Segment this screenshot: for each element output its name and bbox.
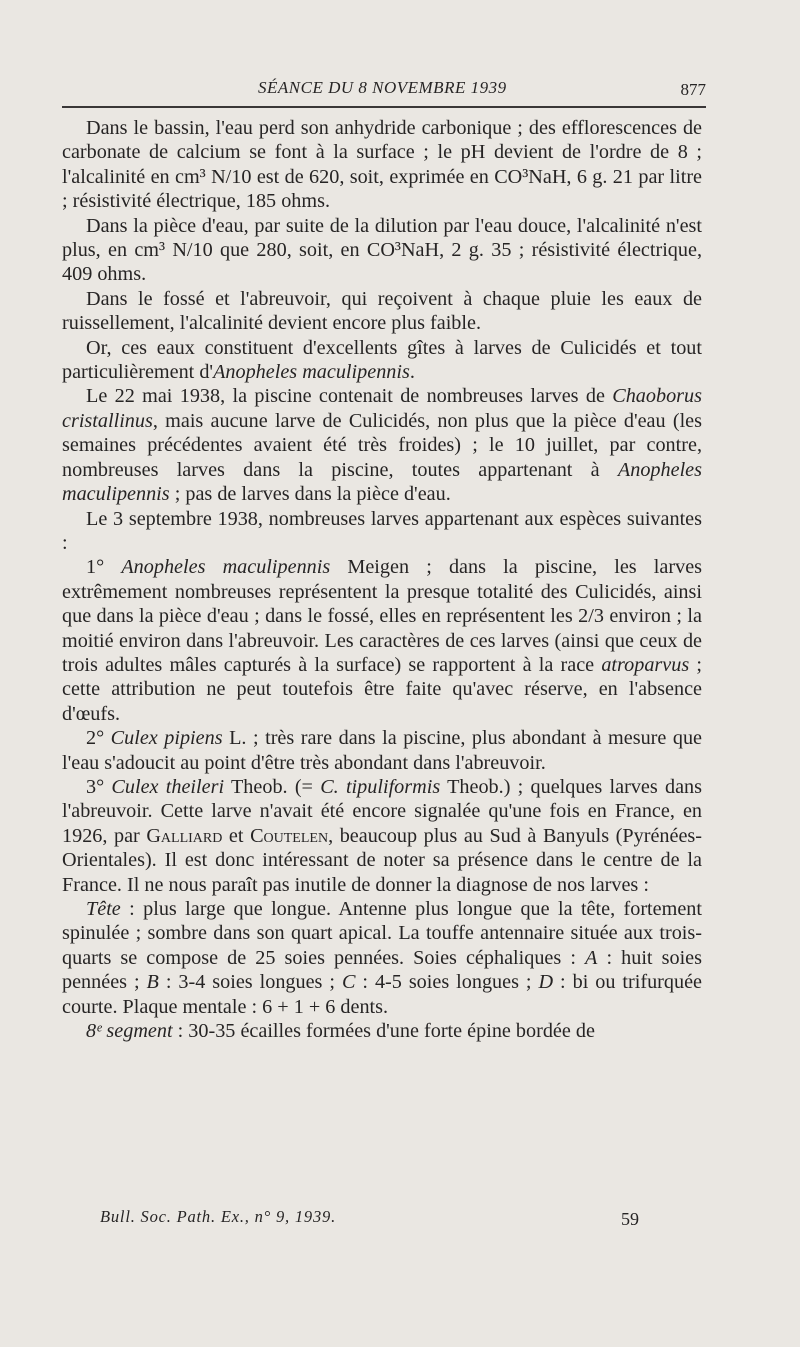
- text-segment: : huit soies pennées ;: [62, 946, 702, 994]
- paragraph-item-2: [62, 726, 702, 775]
- text-segment: , mais aucune larve de Culicidés, non plus que la pièce d'eau (les semaines précédentes avaient été très froides) ; le 10 juillet, par contre, nombreuses larves dans la piscine, toutes appartenant à: [62, 409, 702, 481]
- species-name: Culex pipiens: [110, 727, 223, 750]
- section-label: Tête: [86, 898, 121, 920]
- text-segment: ; pas de larves dans la pièce d'eau.: [169, 483, 451, 506]
- paragraph-bassin: Dans le bassin, l'eau perd son anhydride carbonique ; des efflorescences de carbonate de calcium se font à la surface ; le pH devient de l'ordre de 8 ; l'alcalinité en cm³ N/10 est de 620, soit, exprimée en CO³NaH, 6 g. 21 par litre ; résistivité électrique, 185 ohms.: [62, 117, 702, 213]
- text-segment: Or, ces eaux constituent d'excellents gîtes à larves de Culicidés et tout particulièrement d': [62, 336, 702, 384]
- paragraph-gites: [62, 336, 702, 385]
- author-name: Coutelen: [250, 824, 329, 847]
- paragraph-8e-segment: [62, 1019, 702, 1043]
- paragraph-piece-eau: Dans la pièce d'eau, par suite de la dilution par l'eau douce, l'alcalinité n'est plus, en cm³ N/10 que 280, soit, en CO³NaH, 2 g. 35 ; résistivité électrique, 409 ohms.: [62, 214, 702, 286]
- seta-label: C: [341, 971, 356, 994]
- seta-label: A: [585, 946, 598, 969]
- species-name: Chaoborus cristallinus: [62, 385, 702, 432]
- race-name: atroparvus: [601, 653, 690, 676]
- paragraph-tete: [62, 897, 702, 1019]
- species-name: C. tipuliformis: [320, 775, 441, 798]
- text-segment: : 3-4 soies longues ;: [158, 971, 342, 994]
- section-label: 8ᵉ segment: [86, 1020, 173, 1043]
- text-segment: , beaucoup plus au Sud à Banyuls (Pyrénées-Orientales). Il est donc intéressant de noter sa présence dans le centre de la France. Il ne nous paraît pas inutile de donner la diagnose de nos larves :: [62, 824, 703, 896]
- page-header: [62, 76, 706, 104]
- item-number: 3°: [86, 775, 112, 798]
- page-number: 877: [680, 80, 706, 99]
- signature-mark: 59: [621, 1209, 639, 1229]
- text-segment: .: [409, 361, 415, 384]
- text-segment: Le 22 mai 1938, la piscine contenait de nombreuses larves de: [86, 385, 613, 408]
- seta-label: D: [538, 971, 554, 994]
- text-segment: Meigen ; dans la piscine, les larves extrêmement nombreuses représentent la presque totalité des Culicidés, ainsi que dans la pièce d'eau ; dans le fossé, elles en représentent les 2/3 environ ; la moitié environ dans l'abreuvoir. Les caractères de ces larves (ainsi que ceux de trois adultes mâles capturés à la surface) se rapportent à la race: [62, 556, 703, 676]
- text-segment: L. ; très rare dans la piscine, plus abondant à mesure que l'eau s'adoucit au point d'être très abondant dans l'abreuvoir.: [62, 727, 703, 774]
- paragraph-item-3: [62, 775, 702, 897]
- text-segment: : bi ou trifurquée courte. Plaque mentale : 6 + 1 + 6 dents.: [62, 971, 702, 1018]
- running-title: SÉANCE DU 8 NOVEMBRE 1939: [258, 78, 507, 97]
- paragraph-fosse: Dans le fossé et l'abreuvoir, qui reçoivent à chaque pluie les eaux de ruissellement, l'alcalinité devient encore plus faible.: [62, 287, 702, 335]
- text-segment: : plus large que longue. Antenne plus longue que la tête, fortement spinulée ; sombre dans son quart apical. La touffe antennaire située aux trois-quarts se compose de 25 soies pennées. Soies céphaliques :: [62, 898, 702, 969]
- page-footer: [100, 1207, 660, 1237]
- text-segment: : 30-35 écailles formées d'une forte épine bordée de: [172, 1020, 595, 1043]
- header-rule: [62, 106, 706, 108]
- species-name: Anopheles maculipennis: [62, 458, 702, 506]
- text-segment: : 4-5 soies longues ;: [355, 971, 539, 994]
- item-number: 2°: [86, 727, 111, 750]
- seta-label: B: [146, 971, 159, 994]
- text-segment: et: [222, 824, 251, 847]
- paragraph-item-1: [62, 555, 702, 726]
- paragraph-22-mai: [62, 384, 702, 506]
- item-number: 1°: [86, 556, 122, 579]
- paragraph-3-septembre: Le 3 septembre 1938, nombreuses larves appartenant aux espèces suivantes :: [62, 507, 702, 554]
- text-segment: ; cette attribution ne peut toutefois être faite qu'avec réserve, en l'absence d'œufs.: [62, 653, 703, 725]
- species-name: Culex theileri: [111, 775, 225, 798]
- body-text: [62, 116, 702, 1043]
- journal-reference: Bull. Soc. Path. Ex., n° 9, 1939.: [100, 1207, 337, 1226]
- author-name: Galliard: [146, 824, 223, 847]
- text-segment: Theob.) ; quelques larves dans l'abreuvoir. Cette larve n'avait été encore signalée qu'une fois en France, en 1926, par: [62, 775, 702, 847]
- text-segment: Theob. (=: [224, 775, 321, 798]
- species-name: Anopheles maculipennis: [121, 556, 331, 579]
- species-name: Anopheles maculipennis: [213, 361, 410, 384]
